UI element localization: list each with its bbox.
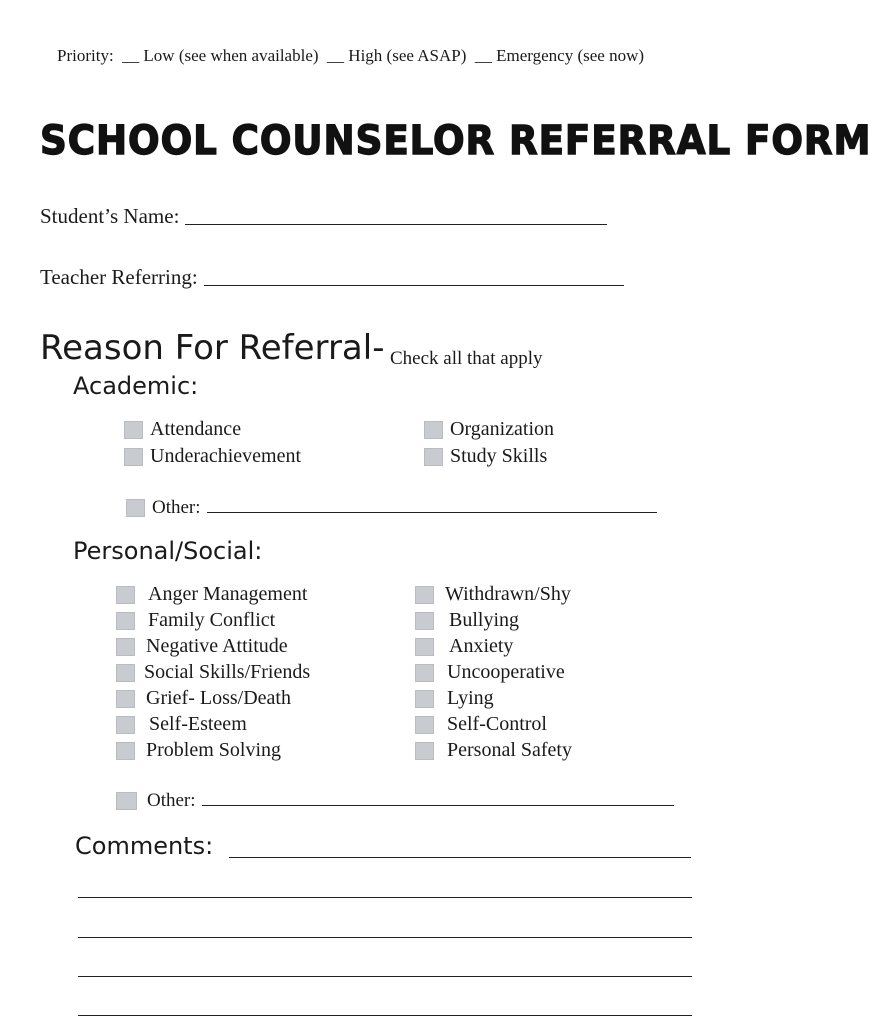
comments-line-5[interactable]: [78, 1015, 692, 1016]
checkbox-item-withdrawn-shy[interactable]: [415, 583, 572, 606]
comments-label: Comments:: [75, 832, 214, 860]
personal-other-line[interactable]: [202, 805, 674, 806]
checkbox-item-anxiety[interactable]: [415, 635, 572, 658]
priority-option-low[interactable]: __ Low (see when available): [122, 46, 319, 65]
checkbox-item-underachievement[interactable]: [124, 445, 301, 468]
checkbox-item-uncooperative[interactable]: [415, 661, 572, 684]
checkbox-item-anger-management[interactable]: [116, 583, 310, 606]
priority-option-high[interactable]: __ High (see ASAP): [327, 46, 467, 65]
checkbox[interactable]: [415, 586, 434, 604]
checkbox-item-self-esteem[interactable]: [116, 713, 310, 736]
academic-other-line[interactable]: [207, 512, 657, 513]
checkbox-label: Self-Esteem: [149, 713, 247, 735]
checkbox[interactable]: [415, 742, 434, 760]
checkbox-label: Problem Solving: [146, 739, 282, 761]
checkbox-label: Family Conflict: [148, 609, 276, 631]
comments-line-2[interactable]: [78, 897, 692, 898]
checkbox-label: Organization: [450, 418, 555, 440]
checkbox[interactable]: [116, 742, 135, 760]
check-all-instruction: Check all that apply: [390, 348, 543, 369]
checkbox[interactable]: [424, 421, 443, 439]
checkbox[interactable]: [116, 612, 135, 630]
academic-right-column: [424, 418, 554, 468]
checkbox[interactable]: [415, 664, 434, 682]
comments-line-3[interactable]: [78, 937, 692, 938]
checkbox[interactable]: [415, 612, 434, 630]
checkbox[interactable]: [116, 664, 135, 682]
teacher-referring-line[interactable]: [204, 285, 624, 286]
academic-other-label: Other:: [152, 497, 201, 518]
checkbox[interactable]: [116, 638, 135, 656]
checkbox[interactable]: [126, 499, 145, 517]
checkbox-item-lying[interactable]: [415, 687, 572, 710]
checkbox[interactable]: [424, 448, 443, 466]
checkbox[interactable]: [116, 716, 135, 734]
checkbox[interactable]: [415, 690, 434, 708]
personal-left-column: [116, 583, 310, 762]
checkbox-item-grief[interactable]: [116, 687, 310, 710]
comments-line-4[interactable]: [78, 976, 692, 977]
teacher-referring-row: [40, 265, 624, 290]
checkbox-item-study-skills[interactable]: [424, 445, 554, 468]
priority-option-emergency[interactable]: __ Emergency (see now): [474, 46, 645, 65]
checkbox-label: Bullying: [449, 609, 520, 631]
checkbox-item-personal-safety[interactable]: [415, 739, 572, 762]
checkbox-item-bullying[interactable]: [415, 609, 572, 632]
checkbox-item-attendance[interactable]: [124, 418, 301, 441]
checkbox-item-organization[interactable]: [424, 418, 554, 441]
checkbox-label: Attendance: [150, 418, 242, 440]
checkbox-label: Social Skills/Friends: [144, 661, 311, 683]
checkbox[interactable]: [116, 586, 135, 604]
checkbox-item-negative-attitude[interactable]: [116, 635, 310, 658]
checkbox[interactable]: [415, 716, 434, 734]
reason-title: Reason For Referral-: [40, 328, 385, 368]
checkbox-item-social-skills[interactable]: [116, 661, 310, 684]
personal-other-label: Other:: [147, 790, 196, 811]
academic-left-column: [124, 418, 301, 468]
academic-other-row: [126, 497, 657, 519]
checkbox[interactable]: [116, 792, 137, 810]
checkbox[interactable]: [116, 690, 135, 708]
student-name-row: [40, 204, 607, 229]
checkbox-label: Anxiety: [449, 635, 514, 657]
checkbox-label: Self-Control: [447, 713, 547, 735]
checkbox-label: Grief- Loss/Death: [146, 687, 291, 709]
priority-line: [57, 46, 644, 66]
checkbox-item-self-control[interactable]: [415, 713, 572, 736]
checkbox[interactable]: [415, 638, 434, 656]
student-name-line[interactable]: [185, 224, 607, 225]
form-title: SCHOOL COUNSELOR REFERRAL FORM: [40, 118, 871, 164]
checkbox-label: Personal Safety: [447, 739, 572, 761]
checkbox-item-problem-solving[interactable]: [116, 739, 310, 762]
comments-row: [75, 832, 691, 860]
checkbox-label: Uncooperative: [447, 661, 565, 683]
checkbox-label: Study Skills: [450, 445, 548, 467]
priority-label: Priority:: [57, 46, 114, 65]
teacher-referring-label: Teacher Referring:: [40, 265, 198, 289]
checkbox[interactable]: [124, 448, 143, 466]
student-name-label: Student’s Name:: [40, 204, 180, 228]
personal-right-column: [415, 583, 572, 762]
personal-other-row: [116, 790, 674, 812]
checkbox-item-family-conflict[interactable]: [116, 609, 310, 632]
checkbox[interactable]: [124, 421, 143, 439]
checkbox-label: Negative Attitude: [146, 635, 288, 657]
personal-social-title: Personal/Social:: [73, 537, 263, 565]
checkbox-label: Underachievement: [150, 445, 302, 467]
comments-line-1[interactable]: [229, 857, 691, 858]
checkbox-label: Lying: [447, 687, 494, 709]
academic-title: Academic:: [73, 372, 199, 400]
checkbox-label: Withdrawn/Shy: [445, 583, 571, 605]
checkbox-label: Anger Management: [148, 583, 308, 605]
